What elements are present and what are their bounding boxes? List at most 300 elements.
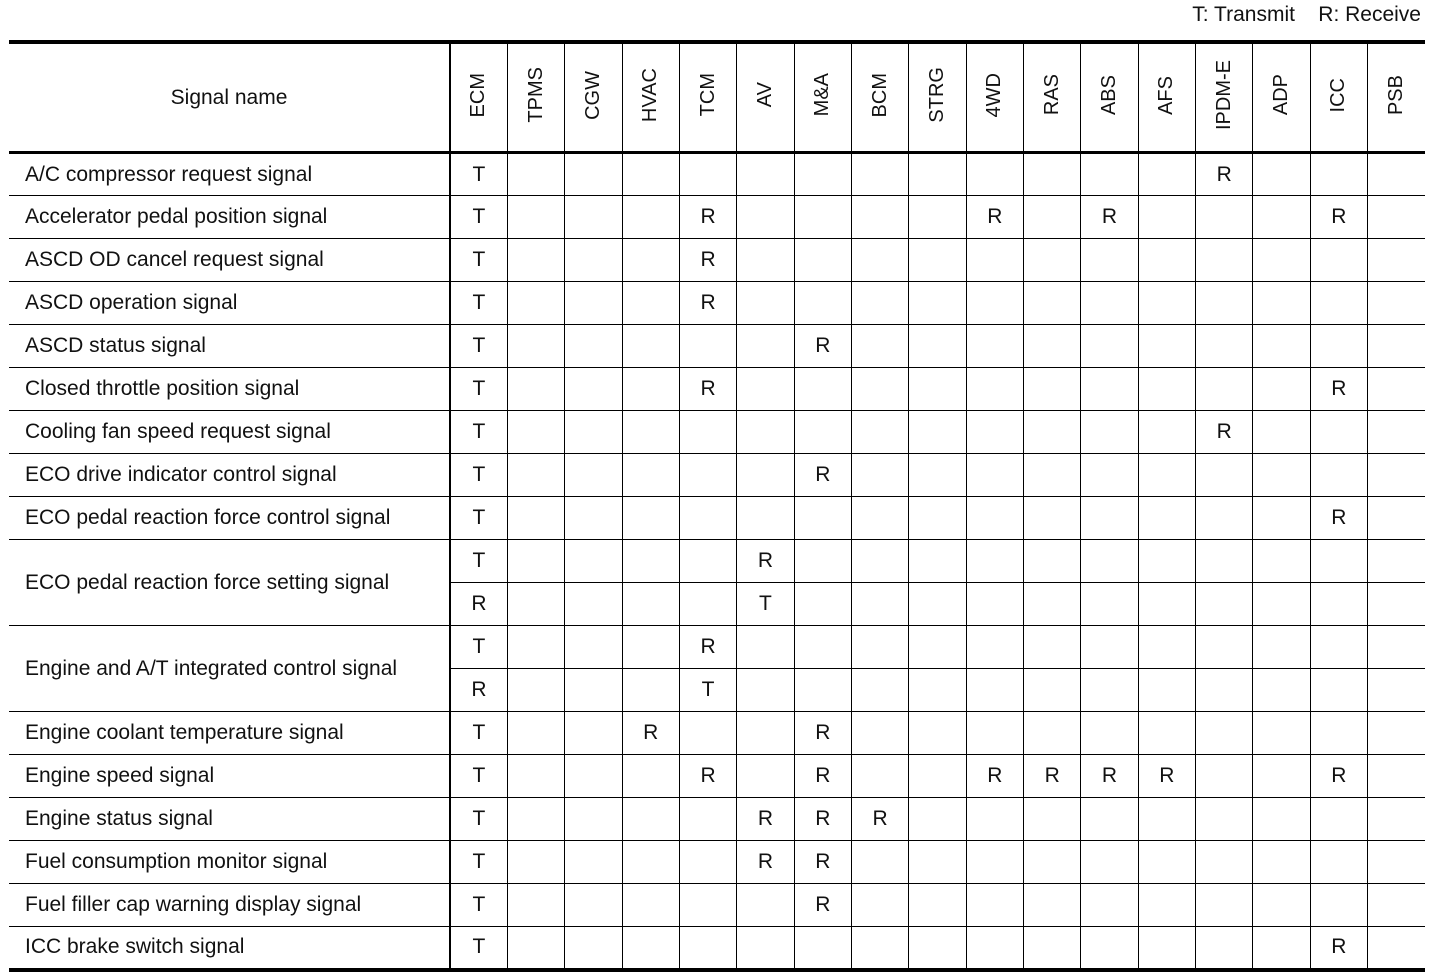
signal-direction-cell <box>679 454 736 497</box>
signal-direction-cell <box>1253 282 1310 325</box>
unit-header <box>450 42 507 153</box>
signal-direction-cell <box>966 325 1023 368</box>
signal-direction-cell <box>1081 626 1138 669</box>
unit-header-label: ADP <box>1270 74 1293 116</box>
signal-direction-cell <box>565 626 622 669</box>
signal-direction-cell: T <box>450 282 507 325</box>
signal-direction-cell <box>507 325 564 368</box>
signal-direction-cell: R <box>1138 755 1195 798</box>
signal-name-cell: Closed throttle position signal <box>9 368 450 411</box>
signal-direction-cell <box>1310 411 1367 454</box>
signal-direction-cell <box>737 411 794 454</box>
signal-direction-cell <box>794 196 851 239</box>
table-row <box>9 927 1425 970</box>
signal-direction-cell <box>966 712 1023 755</box>
signal-direction-cell <box>1138 583 1195 626</box>
signal-direction-cell <box>851 626 908 669</box>
table-row <box>9 196 1425 239</box>
signal-direction-cell <box>851 540 908 583</box>
signal-direction-cell <box>1023 368 1080 411</box>
signal-direction-cell <box>1023 669 1080 712</box>
signal-direction-cell <box>1253 927 1310 970</box>
signal-direction-cell <box>794 540 851 583</box>
signal-direction-cell <box>1196 239 1253 282</box>
unit-header-label: ECM <box>467 72 490 118</box>
signal-direction-cell: R <box>679 282 736 325</box>
signal-direction-cell <box>1081 798 1138 841</box>
signal-direction-cell: T <box>450 196 507 239</box>
signal-direction-cell <box>966 798 1023 841</box>
signal-direction-cell <box>622 884 679 927</box>
legend: T: Transmit R: Receive <box>1192 3 1421 26</box>
unit-header <box>794 42 851 153</box>
signal-direction-cell <box>1253 841 1310 884</box>
header-row <box>9 42 1425 153</box>
signal-name-cell: ICC brake switch signal <box>9 927 450 970</box>
signal-direction-cell: R <box>1310 368 1367 411</box>
signal-direction-cell <box>794 669 851 712</box>
signal-direction-cell <box>909 583 966 626</box>
signal-direction-cell <box>966 239 1023 282</box>
signal-direction-cell: T <box>450 239 507 282</box>
signal-direction-cell <box>794 583 851 626</box>
signal-direction-cell <box>679 497 736 540</box>
signal-direction-cell <box>1138 712 1195 755</box>
signal-direction-cell <box>1368 927 1425 970</box>
signal-direction-cell <box>1368 411 1425 454</box>
signal-name-cell: ECO pedal reaction force control signal <box>9 497 450 540</box>
signal-direction-cell <box>565 454 622 497</box>
signal-direction-cell: T <box>450 153 507 196</box>
signal-direction-cell <box>737 712 794 755</box>
signal-name-cell: Engine coolant temperature signal <box>9 712 450 755</box>
signal-direction-cell: R <box>737 798 794 841</box>
signal-direction-cell <box>1253 497 1310 540</box>
signal-direction-cell <box>1023 540 1080 583</box>
table-row <box>9 497 1425 540</box>
unit-header <box>565 42 622 153</box>
signal-direction-cell <box>679 927 736 970</box>
signal-direction-cell: R <box>1310 755 1367 798</box>
signal-direction-cell <box>622 325 679 368</box>
signal-direction-cell <box>1253 755 1310 798</box>
signal-direction-cell <box>1196 497 1253 540</box>
signal-direction-cell <box>1081 454 1138 497</box>
signal-direction-cell <box>1310 583 1367 626</box>
signal-direction-cell <box>1138 282 1195 325</box>
signal-direction-cell <box>1368 583 1425 626</box>
signal-direction-cell <box>622 153 679 196</box>
unit-header <box>966 42 1023 153</box>
signal-direction-cell <box>679 411 736 454</box>
signal-direction-cell <box>851 196 908 239</box>
signal-direction-cell: R <box>679 239 736 282</box>
signal-name-cell: ECO pedal reaction force setting signal <box>9 540 450 626</box>
unit-header <box>737 42 794 153</box>
signal-direction-cell <box>737 497 794 540</box>
signal-direction-cell <box>1023 583 1080 626</box>
signal-direction-cell <box>737 325 794 368</box>
signal-direction-cell <box>1310 540 1367 583</box>
signal-direction-cell <box>1196 798 1253 841</box>
signal-direction-cell <box>1138 239 1195 282</box>
signal-direction-cell <box>1196 454 1253 497</box>
signal-direction-cell <box>565 497 622 540</box>
signal-direction-cell <box>565 540 622 583</box>
unit-header-label: STRG <box>925 67 948 123</box>
signal-direction-cell <box>622 798 679 841</box>
signal-direction-cell <box>851 282 908 325</box>
signal-direction-cell <box>851 454 908 497</box>
signal-direction-cell <box>966 282 1023 325</box>
signal-direction-cell <box>966 411 1023 454</box>
table-row <box>9 841 1425 884</box>
signal-direction-cell: R <box>1196 411 1253 454</box>
signal-direction-cell <box>909 196 966 239</box>
signal-direction-cell <box>622 540 679 583</box>
signal-direction-cell <box>909 755 966 798</box>
signal-direction-cell: R <box>966 196 1023 239</box>
signal-direction-cell <box>565 583 622 626</box>
signal-direction-cell <box>909 411 966 454</box>
signal-direction-cell <box>1023 239 1080 282</box>
signal-direction-cell <box>565 927 622 970</box>
signal-direction-cell <box>1023 153 1080 196</box>
signal-direction-cell <box>1023 626 1080 669</box>
signal-direction-cell: R <box>1023 755 1080 798</box>
signal-direction-cell <box>507 755 564 798</box>
signal-name-cell: Engine status signal <box>9 798 450 841</box>
signal-direction-cell <box>737 196 794 239</box>
signal-direction-cell <box>851 927 908 970</box>
signal-direction-cell <box>1081 239 1138 282</box>
table-row <box>9 755 1425 798</box>
signal-direction-cell <box>966 497 1023 540</box>
signal-direction-cell: T <box>679 669 736 712</box>
signal-direction-cell <box>966 540 1023 583</box>
signal-direction-cell <box>679 583 736 626</box>
signal-direction-cell <box>565 282 622 325</box>
signal-direction-cell <box>1253 798 1310 841</box>
signal-direction-cell <box>1310 841 1367 884</box>
signal-direction-cell <box>1253 884 1310 927</box>
signal-direction-cell: T <box>737 583 794 626</box>
table-row <box>9 798 1425 841</box>
signal-name-cell: Engine speed signal <box>9 755 450 798</box>
unit-header-label: ABS <box>1098 74 1120 116</box>
signal-direction-cell <box>1081 884 1138 927</box>
signal-direction-cell: R <box>966 755 1023 798</box>
signal-direction-cell <box>622 454 679 497</box>
signal-direction-cell <box>1310 239 1367 282</box>
signal-direction-cell <box>909 669 966 712</box>
signal-direction-cell <box>851 669 908 712</box>
signal-direction-cell <box>1023 454 1080 497</box>
signal-direction-cell <box>1196 712 1253 755</box>
signal-direction-cell <box>851 325 908 368</box>
signal-direction-cell <box>909 282 966 325</box>
signal-direction-cell <box>1253 368 1310 411</box>
signal-name-cell: Engine and A/T integrated control signal <box>9 626 450 712</box>
signal-direction-cell <box>1368 282 1425 325</box>
signal-direction-cell <box>737 368 794 411</box>
signal-direction-cell <box>966 927 1023 970</box>
unit-header-label: HVAC <box>639 67 662 123</box>
signal-direction-cell <box>909 884 966 927</box>
signal-direction-cell <box>909 153 966 196</box>
signal-direction-cell <box>1253 626 1310 669</box>
signal-direction-cell: R <box>794 841 851 884</box>
signal-direction-cell <box>1023 325 1080 368</box>
signal-direction-cell <box>1081 368 1138 411</box>
signal-direction-cell: R <box>450 583 507 626</box>
signal-direction-cell <box>507 368 564 411</box>
signal-direction-cell <box>851 239 908 282</box>
signal-direction-cell <box>909 798 966 841</box>
signal-direction-cell <box>851 884 908 927</box>
signal-direction-cell <box>1138 884 1195 927</box>
signal-direction-cell <box>851 497 908 540</box>
signal-direction-cell <box>1310 153 1367 196</box>
signal-direction-cell <box>737 454 794 497</box>
signal-direction-cell <box>1368 841 1425 884</box>
table-row <box>9 626 1425 669</box>
signal-direction-cell <box>1081 712 1138 755</box>
table-row <box>9 884 1425 927</box>
signal-direction-cell <box>679 325 736 368</box>
signal-direction-cell: T <box>450 841 507 884</box>
signal-direction-cell <box>1310 884 1367 927</box>
signal-direction-cell <box>794 153 851 196</box>
signal-direction-cell <box>622 583 679 626</box>
signal-direction-cell <box>851 841 908 884</box>
signal-name-cell: ASCD operation signal <box>9 282 450 325</box>
signal-direction-cell <box>1196 755 1253 798</box>
signal-direction-cell: T <box>450 755 507 798</box>
signal-direction-cell <box>565 669 622 712</box>
signal-direction-cell <box>737 884 794 927</box>
signal-direction-cell: T <box>450 325 507 368</box>
signal-direction-cell <box>1368 669 1425 712</box>
signal-direction-cell <box>737 669 794 712</box>
signal-direction-cell <box>507 927 564 970</box>
signal-direction-cell <box>565 196 622 239</box>
signal-direction-cell <box>1253 325 1310 368</box>
signal-direction-cell <box>507 884 564 927</box>
signal-direction-cell <box>1081 583 1138 626</box>
signal-direction-cell: R <box>1310 196 1367 239</box>
signal-direction-cell <box>1138 497 1195 540</box>
signal-direction-cell <box>1196 626 1253 669</box>
signal-direction-cell <box>909 497 966 540</box>
signal-direction-cell <box>1196 368 1253 411</box>
signal-direction-cell <box>1138 626 1195 669</box>
unit-header <box>507 42 564 153</box>
signal-direction-cell <box>507 282 564 325</box>
signal-direction-cell <box>679 798 736 841</box>
unit-header <box>622 42 679 153</box>
signal-direction-cell <box>909 325 966 368</box>
table-row <box>9 540 1425 583</box>
signal-direction-cell: R <box>737 841 794 884</box>
signal-direction-cell: R <box>794 755 851 798</box>
signal-direction-cell: R <box>679 626 736 669</box>
signal-direction-cell <box>507 454 564 497</box>
signal-direction-cell <box>507 540 564 583</box>
signal-direction-cell <box>1368 626 1425 669</box>
signal-direction-cell <box>679 153 736 196</box>
signal-direction-cell <box>1138 368 1195 411</box>
unit-header <box>1023 42 1080 153</box>
signal-direction-cell <box>851 712 908 755</box>
signal-direction-cell <box>851 153 908 196</box>
signal-direction-cell <box>851 583 908 626</box>
signal-direction-cell: R <box>1310 497 1367 540</box>
signal-direction-cell: R <box>450 669 507 712</box>
signal-direction-cell: R <box>794 454 851 497</box>
signal-direction-cell <box>1368 540 1425 583</box>
signal-direction-cell <box>1023 196 1080 239</box>
signal-direction-cell <box>1310 325 1367 368</box>
signal-direction-cell <box>909 540 966 583</box>
signal-direction-cell <box>966 454 1023 497</box>
unit-header <box>1368 42 1425 153</box>
signal-direction-cell <box>1196 196 1253 239</box>
signal-direction-cell <box>794 239 851 282</box>
signal-direction-cell: R <box>794 798 851 841</box>
signal-direction-cell <box>1138 325 1195 368</box>
signal-direction-cell <box>507 626 564 669</box>
signal-direction-cell <box>1081 540 1138 583</box>
signal-name-cell: ECO drive indicator control signal <box>9 454 450 497</box>
signal-name-cell: Cooling fan speed request signal <box>9 411 450 454</box>
signal-direction-cell <box>794 411 851 454</box>
signal-direction-cell <box>1253 712 1310 755</box>
signal-direction-cell <box>507 196 564 239</box>
signal-direction-cell <box>1368 755 1425 798</box>
signal-direction-cell <box>1196 669 1253 712</box>
unit-header <box>1138 42 1195 153</box>
signal-direction-cell <box>1023 927 1080 970</box>
signal-direction-cell <box>966 626 1023 669</box>
signal-direction-cell <box>909 368 966 411</box>
signal-direction-cell: R <box>679 755 736 798</box>
signal-direction-cell: T <box>450 454 507 497</box>
signal-direction-cell <box>679 884 736 927</box>
signal-direction-cell <box>1196 540 1253 583</box>
unit-header-label: AFS <box>1155 75 1178 115</box>
signal-direction-cell <box>1368 368 1425 411</box>
signal-direction-cell <box>737 626 794 669</box>
signal-direction-cell <box>966 884 1023 927</box>
signal-direction-cell <box>1023 282 1080 325</box>
signal-direction-cell <box>737 153 794 196</box>
signal-direction-cell <box>507 583 564 626</box>
signal-direction-cell: T <box>450 712 507 755</box>
signal-direction-cell <box>622 368 679 411</box>
signal-direction-cell: R <box>794 884 851 927</box>
signal-direction-cell <box>1310 626 1367 669</box>
signal-direction-cell <box>1368 239 1425 282</box>
signal-direction-cell <box>1196 841 1253 884</box>
signal-direction-cell <box>737 755 794 798</box>
signal-direction-cell <box>794 282 851 325</box>
signal-direction-cell <box>909 454 966 497</box>
signal-direction-cell <box>565 755 622 798</box>
signal-direction-cell <box>507 411 564 454</box>
signal-name-cell: Accelerator pedal position signal <box>9 196 450 239</box>
signal-direction-cell: R <box>794 325 851 368</box>
signal-direction-cell <box>1253 239 1310 282</box>
signal-direction-cell <box>622 927 679 970</box>
signal-direction-cell <box>1023 841 1080 884</box>
signal-direction-cell <box>966 669 1023 712</box>
signal-direction-cell <box>622 669 679 712</box>
unit-header-label: AV <box>753 82 776 108</box>
unit-header-label: CGW <box>581 70 604 120</box>
signal-direction-cell <box>507 153 564 196</box>
signal-direction-cell <box>1253 454 1310 497</box>
signal-direction-cell <box>1368 497 1425 540</box>
signal-name-cell: Fuel filler cap warning display signal <box>9 884 450 927</box>
signal-direction-cell <box>565 368 622 411</box>
signal-direction-cell <box>909 626 966 669</box>
table-row <box>9 282 1425 325</box>
signal-direction-cell <box>1196 927 1253 970</box>
can-signal-table <box>9 40 1425 972</box>
signal-direction-cell <box>1138 454 1195 497</box>
signal-direction-cell <box>565 841 622 884</box>
signal-direction-cell <box>1310 712 1367 755</box>
signal-direction-cell: T <box>450 884 507 927</box>
signal-direction-cell <box>1253 196 1310 239</box>
table-row <box>9 325 1425 368</box>
table-row <box>9 411 1425 454</box>
table-row <box>9 368 1425 411</box>
signal-direction-cell <box>909 841 966 884</box>
signal-direction-cell: T <box>450 368 507 411</box>
signal-direction-cell <box>1196 325 1253 368</box>
signal-direction-cell <box>1081 153 1138 196</box>
signal-direction-cell <box>794 368 851 411</box>
signal-direction-cell <box>737 927 794 970</box>
signal-direction-cell <box>1196 282 1253 325</box>
signal-name-cell: Fuel consumption monitor signal <box>9 841 450 884</box>
unit-header-label: IPDM-E <box>1212 60 1235 130</box>
unit-header <box>851 42 908 153</box>
signal-direction-cell <box>1138 927 1195 970</box>
signal-direction-cell <box>1310 454 1367 497</box>
signal-direction-cell <box>794 927 851 970</box>
signal-direction-cell <box>1368 798 1425 841</box>
signal-direction-cell <box>622 841 679 884</box>
signal-direction-cell <box>565 798 622 841</box>
signal-direction-cell <box>966 153 1023 196</box>
signal-direction-cell <box>1368 712 1425 755</box>
signal-direction-cell <box>966 841 1023 884</box>
signal-direction-cell <box>1081 325 1138 368</box>
unit-header-label: PSB <box>1385 74 1408 116</box>
unit-header-label: TCM <box>696 73 719 117</box>
signal-direction-cell: T <box>450 927 507 970</box>
signal-direction-cell: R <box>1196 153 1253 196</box>
signal-name-cell: A/C compressor request signal <box>9 153 450 196</box>
signal-direction-cell <box>1253 583 1310 626</box>
signal-direction-cell <box>851 411 908 454</box>
signal-direction-cell <box>1368 884 1425 927</box>
signal-direction-cell <box>1253 669 1310 712</box>
signal-direction-cell <box>909 927 966 970</box>
